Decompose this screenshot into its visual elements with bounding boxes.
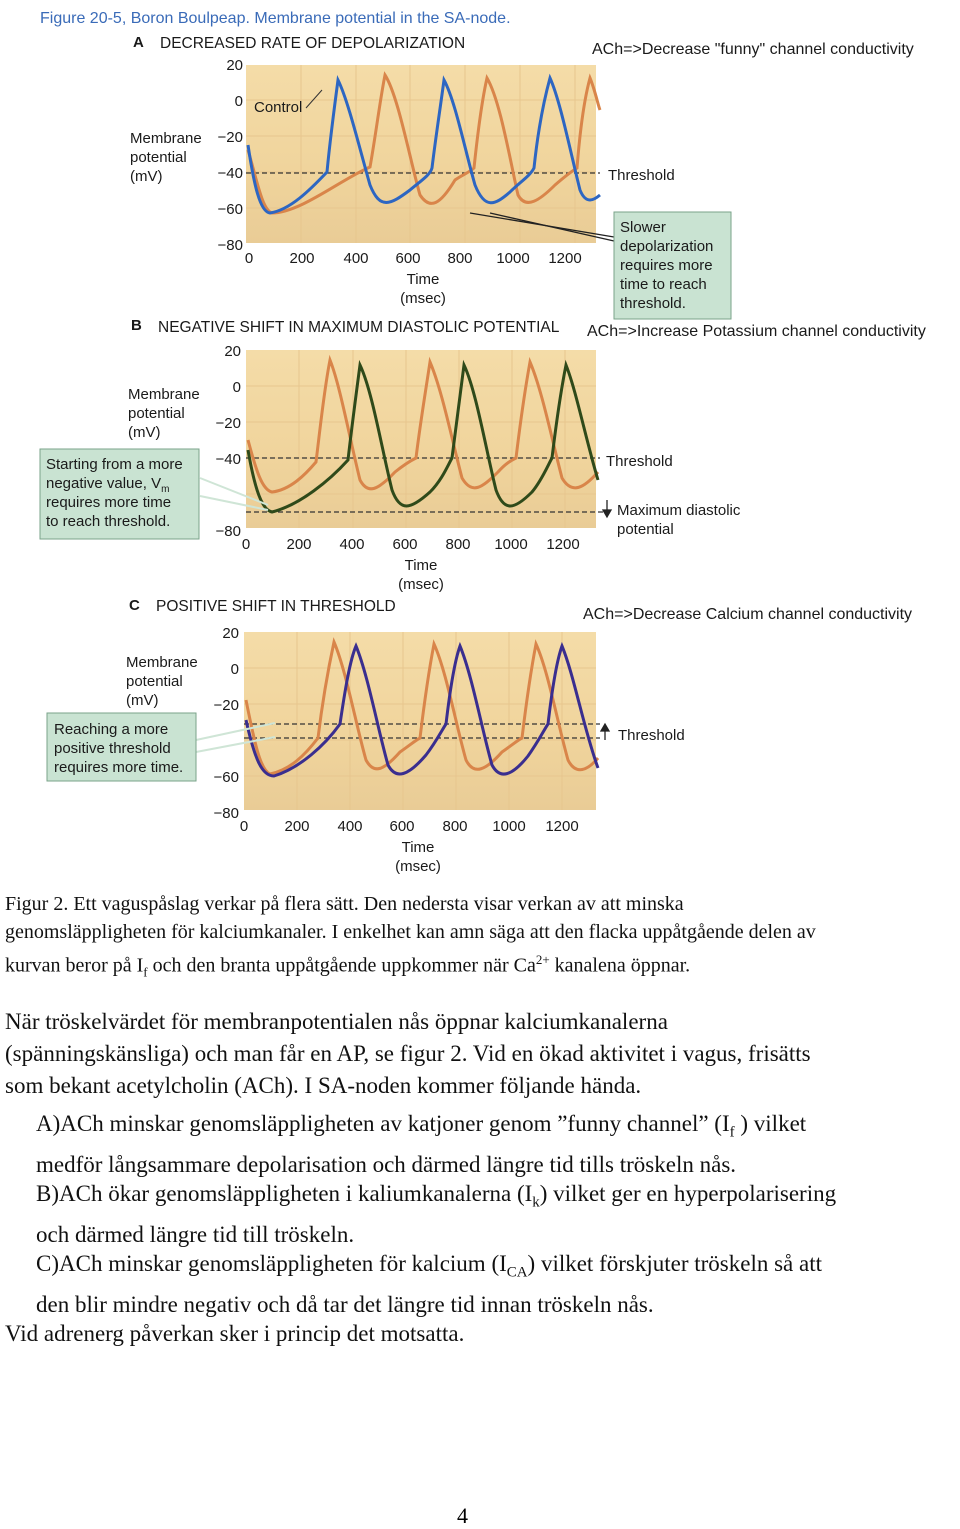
svg-text:20: 20 xyxy=(222,625,239,642)
svg-text:time to reach: time to reach xyxy=(620,276,707,293)
panel-c-threshold-label: Threshold xyxy=(618,727,685,744)
svg-text:depolarization: depolarization xyxy=(620,238,714,255)
svg-text:400: 400 xyxy=(337,818,363,835)
panel-c-y-ticks xyxy=(214,625,239,822)
panel-c-title: POSITIVE SHIFT IN THRESHOLD xyxy=(156,598,396,615)
svg-text:(msec): (msec) xyxy=(398,576,444,593)
panel-a-threshold-label: Threshold xyxy=(608,167,675,184)
svg-text:1000: 1000 xyxy=(496,250,530,267)
svg-text:Starting from a more: Starting from a more xyxy=(46,456,183,473)
svg-text:0: 0 xyxy=(244,250,254,267)
panel-b-title: NEGATIVE SHIFT IN MAXIMUM DIASTOLIC POTENTIAL xyxy=(158,319,560,336)
panel-a-y-label xyxy=(130,130,202,185)
svg-text:negative value, Vm: negative value, $V_m$ xyxy=(46,475,170,495)
svg-text:−80: −80 xyxy=(215,523,241,540)
svg-text:0: 0 xyxy=(230,661,239,678)
svg-text:800: 800 xyxy=(445,536,471,553)
panel-a-x-ticks xyxy=(245,250,582,267)
caption-line-1: Figur 2. Ett vaguspåslag verkar på flera sätt. Den nedersta visar verkan av att minska xyxy=(5,893,684,915)
svg-text:−60: −60 xyxy=(213,769,239,786)
figure-caption: Figure 20-5, Boron Boulpeap. Membrane potential in the SA-node. xyxy=(40,10,511,27)
panel-c-ach-note: ACh=>Decrease Calcium channel conductivity xyxy=(583,606,913,623)
svg-text:−20: −20 xyxy=(217,129,243,146)
svg-text:−20: −20 xyxy=(213,697,239,714)
panel-c-x-ticks xyxy=(240,818,579,835)
panel-b-y-ticks xyxy=(216,343,241,540)
svg-text:Time: Time xyxy=(406,271,440,288)
panel-a-plot-background xyxy=(246,65,596,243)
panel-a-x-label xyxy=(400,271,446,307)
svg-text:−40: −40 xyxy=(215,451,241,468)
svg-text:800: 800 xyxy=(447,250,473,267)
svg-text:1200: 1200 xyxy=(548,250,582,267)
svg-text:−80: −80 xyxy=(217,237,243,254)
svg-text:Reaching a more: Reaching a more xyxy=(54,721,169,738)
panel-b-threshold-label: Threshold xyxy=(606,453,673,470)
svg-text:−60: −60 xyxy=(217,201,243,218)
item-c: C)ACh minskar genomsläppligheten för kalcium $(I_{CA})$ vilket förskjuter tröskeln så att den blir mindre negativ och då tar det längre tid innan tröskeln nås. xyxy=(36,1251,822,1317)
item-b: B)ACh ökar genomsläppligheten i kaliumkanalerna $(I_k)$ vilket ger en hyperpolarisering och därmed längre tid till tröskeln. xyxy=(36,1181,837,1247)
svg-text:1200: 1200 xyxy=(545,818,579,835)
svg-text:requires more: requires more xyxy=(620,257,713,274)
svg-text:Slower: Slower xyxy=(620,219,666,236)
svg-text:1000: 1000 xyxy=(492,818,526,835)
caption-line-3: kurvan beror på $I_f$ och den branta uppåtgående uppkommer när $Ca^{2+}$ kanalena öppnar. xyxy=(5,952,691,980)
svg-text:Maximum diastolic: Maximum diastolic xyxy=(617,502,741,519)
panel-c-x-label xyxy=(395,839,441,875)
panel-c-letter: C xyxy=(129,597,140,614)
svg-text:potential: potential xyxy=(617,521,674,538)
svg-text:20: 20 xyxy=(224,343,241,360)
svg-text:600: 600 xyxy=(395,250,421,267)
svg-text:(mV): (mV) xyxy=(130,168,163,185)
svg-text:requires more time: requires more time xyxy=(46,494,172,511)
closing-line: Vid adrenerg påverkan sker i princip det motsatta. xyxy=(5,1321,465,1346)
svg-text:requires more time.: requires more time. xyxy=(54,759,184,776)
svg-text:600: 600 xyxy=(392,536,418,553)
panel-a-letter: A xyxy=(133,34,144,51)
svg-text:0: 0 xyxy=(241,536,251,553)
svg-text:200: 200 xyxy=(286,536,312,553)
svg-text:400: 400 xyxy=(343,250,369,267)
svg-text:600: 600 xyxy=(389,818,415,835)
svg-text:Membrane: Membrane xyxy=(128,386,200,403)
panel-c-note-text xyxy=(54,721,183,776)
svg-text:potential: potential xyxy=(128,405,185,422)
svg-text:potential: potential xyxy=(126,673,183,690)
svg-text:(mV): (mV) xyxy=(128,424,161,441)
svg-text:−80: −80 xyxy=(213,805,239,822)
panel-c-threshold-arrow xyxy=(601,724,609,740)
svg-text:800: 800 xyxy=(442,818,468,835)
svg-text:(msec): (msec) xyxy=(400,290,446,307)
panel-b-x-label xyxy=(398,557,444,593)
panel-b-x-ticks xyxy=(242,536,580,553)
page-number: 4 xyxy=(457,1503,468,1528)
svg-text:Time: Time xyxy=(401,839,435,856)
body-paragraph-1: När tröskelvärdet för membranpotentialen nås öppnar kalciumkanalerna (spänningskänsliga) och man får en AP, se figur 2. Vid en ökad aktivitet i vagus, frisätts som bekant acetylcholin (ACh). I SA-noden kommer följande hända. xyxy=(5,1009,811,1098)
svg-text:Membrane: Membrane xyxy=(130,130,202,147)
svg-text:−20: −20 xyxy=(215,415,241,432)
panel-b-y-label xyxy=(128,386,200,441)
svg-text:potential: potential xyxy=(130,149,187,166)
panel-a-title: DECREASED RATE OF DEPOLARIZATION xyxy=(160,35,466,52)
panel-a-control-label: Control xyxy=(254,99,303,116)
panel-b-ach-note: ACh=>Increase Potassium channel conductivity xyxy=(587,323,926,340)
svg-text:200: 200 xyxy=(284,818,310,835)
panel-b-letter: B xyxy=(131,317,142,334)
caption-paragraph xyxy=(5,890,955,987)
svg-text:threshold.: threshold. xyxy=(620,295,686,312)
panel-b-mdp-arrow xyxy=(603,500,611,517)
svg-text:(msec): (msec) xyxy=(395,858,441,875)
svg-text:0: 0 xyxy=(239,818,249,835)
svg-text:1200: 1200 xyxy=(546,536,580,553)
svg-text:to reach threshold.: to reach threshold. xyxy=(46,513,171,530)
svg-text:200: 200 xyxy=(289,250,315,267)
svg-text:(mV): (mV) xyxy=(126,692,159,709)
panel-c-y-label xyxy=(126,654,198,709)
svg-text:0: 0 xyxy=(234,93,243,110)
panel-b-mdp-label xyxy=(617,502,741,538)
svg-text:Membrane: Membrane xyxy=(126,654,198,671)
item-a: A)ACh minskar genomsläppligheten av katjoner genom ”funny channel” ($I_f$ ) vilket medför långsammare depolarisation och därmed längre tid tills tröskeln nås. xyxy=(36,1111,807,1177)
svg-text:1000: 1000 xyxy=(494,536,528,553)
svg-text:Time: Time xyxy=(404,557,438,574)
panel-a-ach-note: ACh=>Decrease "funny" channel conductivity xyxy=(592,41,914,58)
caption-line-2: genomsläppligheten för kalciumkanaler. I enkelhet kan amn säga att den flacka uppåtgående delen av xyxy=(5,921,816,943)
svg-text:400: 400 xyxy=(339,536,365,553)
svg-text:20: 20 xyxy=(226,57,243,74)
panel-a-y-ticks xyxy=(218,57,243,254)
svg-text:0: 0 xyxy=(232,379,241,396)
svg-text:positive threshold: positive threshold xyxy=(54,740,171,757)
svg-text:−40: −40 xyxy=(217,165,243,182)
